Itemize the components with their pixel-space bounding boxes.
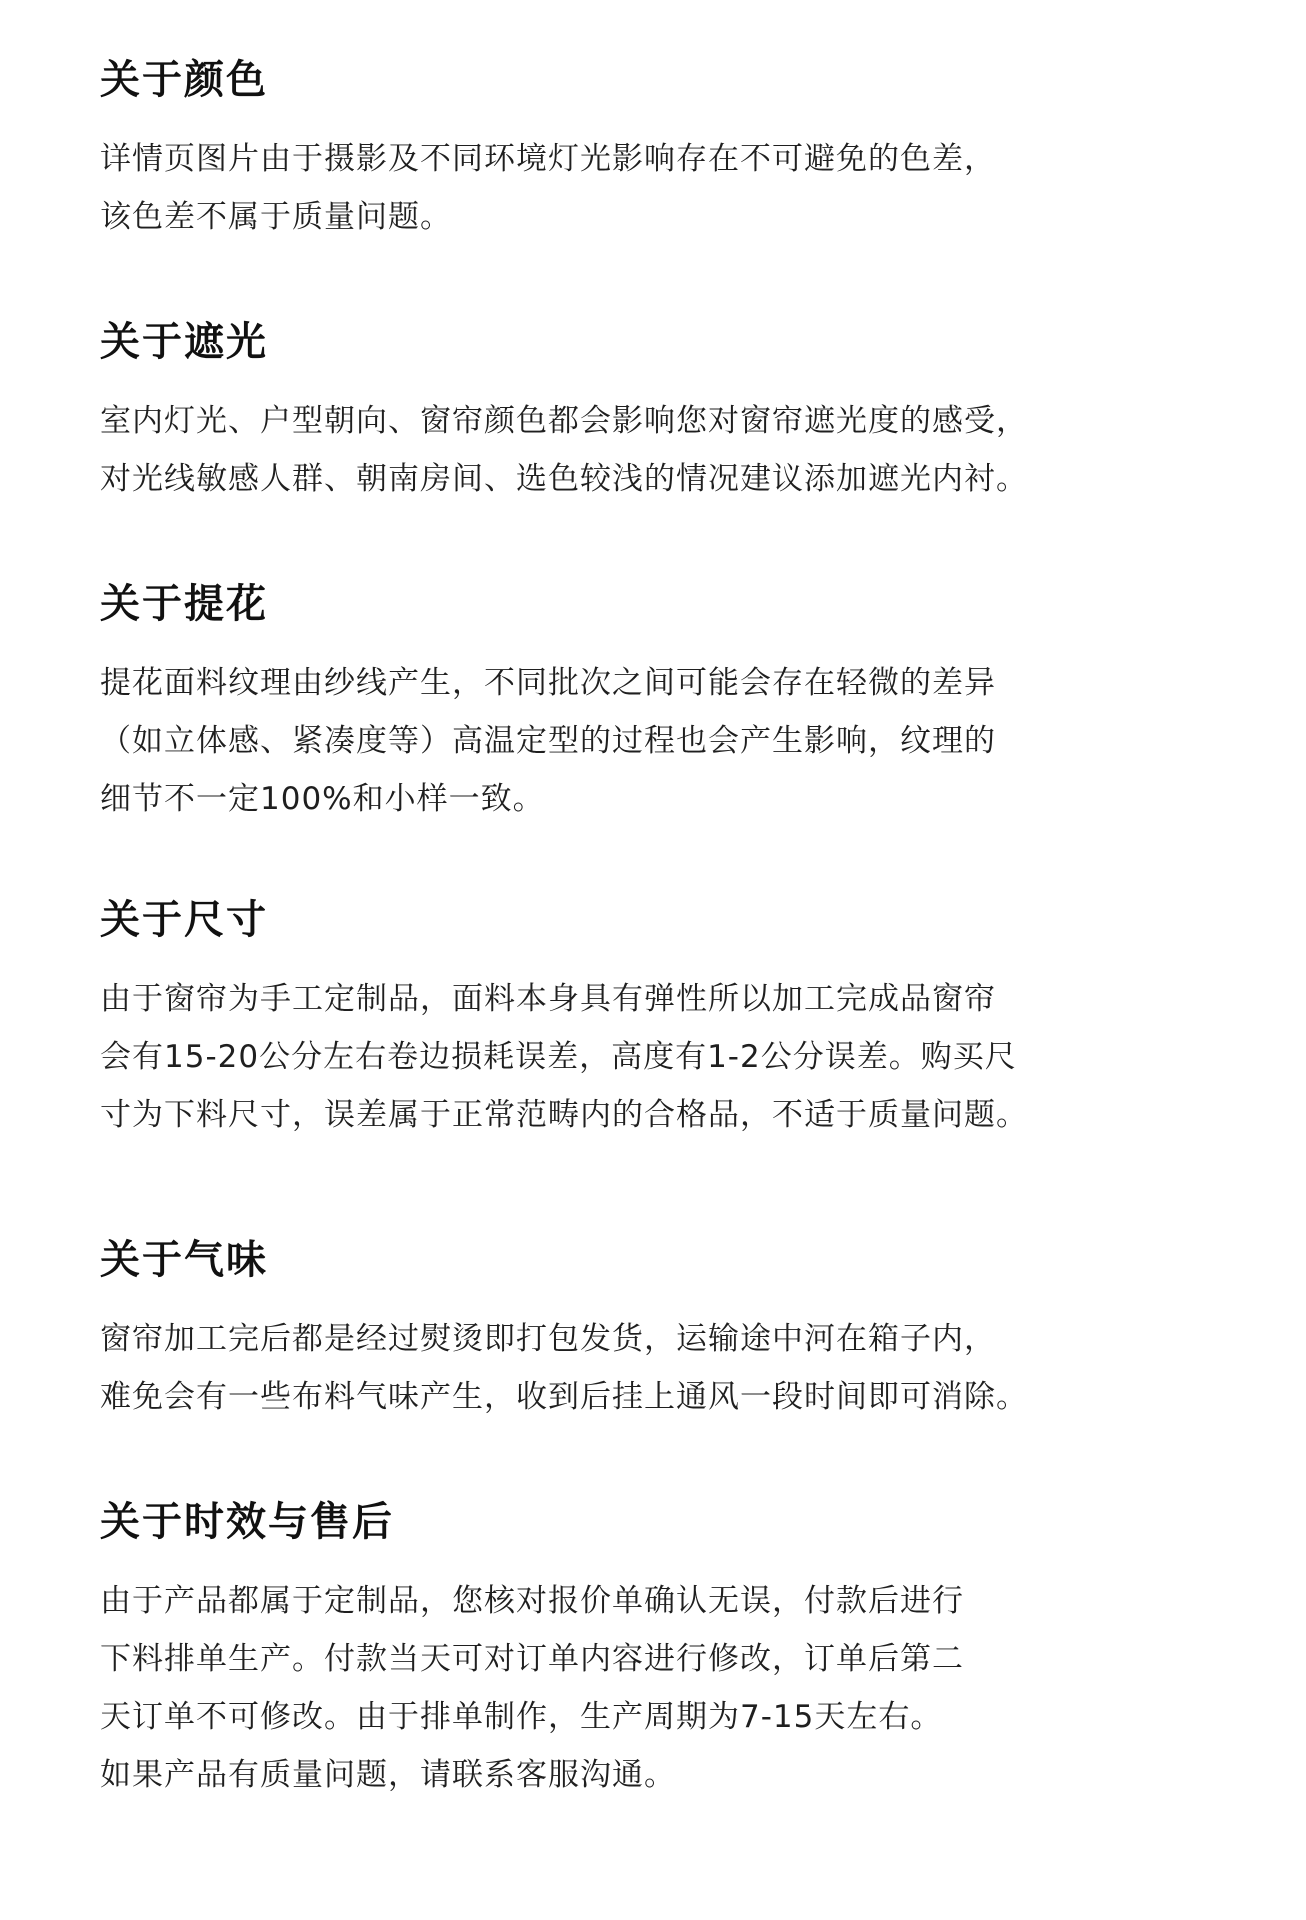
section-body-color bbox=[100, 130, 1260, 246]
paragraph-line: 室内灯光、户型朝向、窗帘颜色都会影响您对窗帘遮光度的感受， bbox=[100, 403, 1028, 439]
paragraph-line: 详情页图片由于摄影及不同环境灯光影响存在不可避免的色差， bbox=[100, 141, 996, 177]
paragraph-line: 提花面料纹理由纱线产生，不同批次之间可能会存在轻微的差异 bbox=[100, 665, 996, 701]
paragraph-line: 由于产品都属于定制品，您核对报价单确认无误，付款后进行 bbox=[100, 1583, 964, 1619]
paragraph-line: 该色差不属于质量问题。 bbox=[100, 199, 452, 235]
section-odor bbox=[100, 1232, 1260, 1426]
paragraph-line: 下料排单生产。付款当天可对订单内容进行修改，订单后第二 bbox=[100, 1641, 964, 1677]
paragraph-line: 窗帘加工完后都是经过熨烫即打包发货，运输途中河在箱子内， bbox=[100, 1321, 996, 1357]
section-title-odor: 关于气味 bbox=[100, 1237, 268, 1283]
paragraph-line: 难免会有一些布料气味产生，收到后挂上通风一段时间即可消除。 bbox=[100, 1379, 1028, 1415]
section-body-jacquard bbox=[100, 654, 1260, 828]
section-shading bbox=[100, 314, 1260, 508]
paragraph-line: 由于窗帘为手工定制品，面料本身具有弹性所以加工完成品窗帘 bbox=[100, 981, 996, 1017]
section-color bbox=[100, 52, 1260, 246]
paragraph-line: 天订单不可修改。由于排单制作，生产周期为7-15天左右。 bbox=[100, 1699, 943, 1735]
paragraph-line: 对光线敏感人群、朝南房间、选色较浅的情况建议添加遮光内衬。 bbox=[100, 461, 1028, 497]
section-title-service: 关于时效与售后 bbox=[100, 1499, 394, 1545]
section-body-service bbox=[100, 1572, 1260, 1804]
paragraph-line: 如果产品有质量问题，请联系客服沟通。 bbox=[100, 1757, 676, 1793]
paragraph-line: 会有15-20公分左右卷边损耗误差，高度有1-2公分误差。购买尺 bbox=[100, 1039, 1017, 1075]
section-title-shading: 关于遮光 bbox=[100, 319, 268, 365]
section-body-odor bbox=[100, 1310, 1260, 1426]
section-body-shading bbox=[100, 392, 1260, 508]
section-title-color: 关于颜色 bbox=[100, 57, 268, 103]
section-title-jacquard: 关于提花 bbox=[100, 581, 268, 627]
section-size bbox=[100, 892, 1260, 1144]
paragraph-line: 寸为下料尺寸，误差属于正常范畴内的合格品，不适于质量问题。 bbox=[100, 1097, 1028, 1133]
section-service bbox=[100, 1494, 1260, 1804]
section-jacquard bbox=[100, 576, 1260, 828]
section-body-size bbox=[100, 970, 1260, 1144]
section-title-size: 关于尺寸 bbox=[100, 897, 268, 943]
paragraph-line: （如立体感、紧凑度等）高温定型的过程也会产生影响，纹理的 bbox=[100, 723, 996, 759]
paragraph-line: 细节不一定100%和小样一致。 bbox=[100, 781, 545, 817]
